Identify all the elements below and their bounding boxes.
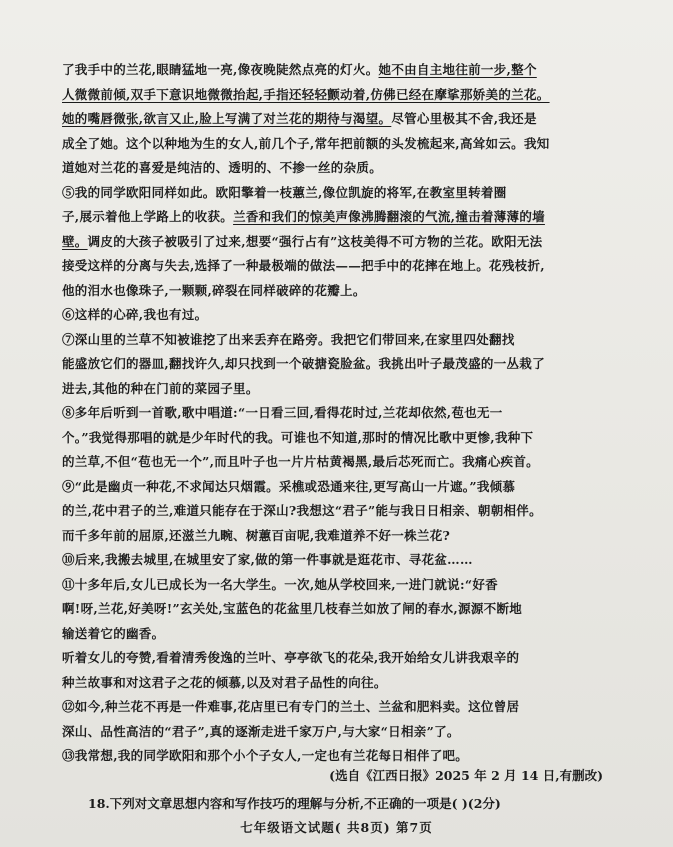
question-18: 18.下列对文章思想内容和写作技巧的理解与分析,不正确的一项是( )(2分): [88, 796, 501, 811]
text-line: [62, 209, 610, 225]
text-line: [62, 307, 610, 323]
text-line: [62, 258, 610, 274]
article-source: (选自《江西日报》2025 年 2 月 14 日,有删改): [329, 768, 603, 783]
text-segment: 的兰草,不但“苞也无一个”,而且叶子也一片片枯黄褐黑,最后芯死而亡。我痛心疾首。: [62, 454, 539, 469]
text-line: [62, 405, 610, 421]
underlined-passage: 她的嘴唇微张,欲言又止,脸上写满了对兰花的期待与渴望。: [62, 111, 392, 126]
text-segment: ⑨“此是幽贞一种花,不求闻达只烟霞。采樵或恐通来往,更写高山一片遮。”我倾慕: [62, 478, 516, 494]
text-line: [62, 160, 610, 176]
text-line: [62, 552, 610, 568]
text-segment: ⑤我的同学欧阳同样如此。欧阳擎着一枝蕙兰,像位凯旋的将军,在教室里转着圈: [62, 184, 507, 200]
text-segment: 了我手中的兰花,眼睛猛地一亮,像夜晚陡然点亮的灯火。: [62, 62, 379, 77]
text-line: [62, 601, 610, 617]
text-segment: 个。”我觉得那唱的就是少年时代的我。可谁也不知道,那时的情况比歌中更惨,我种下: [62, 429, 534, 445]
text-line: [62, 699, 610, 715]
text-line: [62, 185, 610, 201]
text-segment: ⑦深山里的兰草不知被谁挖了出来丢弃在路旁。我把它们带回来,在家里四处翻找: [62, 331, 515, 347]
text-line: [62, 528, 610, 544]
text-line: [62, 87, 610, 103]
text-line: [62, 136, 610, 152]
text-segment: 子,展示着他上学路上的收获。: [62, 209, 234, 224]
text-line: [62, 111, 610, 127]
text-segment: 听着女儿的夸赞,看着清秀俊逸的兰叶、亭亭欲飞的花朵,我开始给女儿讲我艰辛的: [62, 650, 520, 665]
text-line: [62, 479, 610, 495]
text-segment: 调皮的大孩子被吸引了过来,想要“强行占有”这枝美得不可方物的兰花。欧阳无法: [87, 233, 543, 249]
text-segment: 而千多年前的屈原,还滋兰九畹、树蕙百亩呢,我难道养不好一株兰花?: [62, 527, 451, 543]
text-line: [62, 748, 610, 764]
text-line: [62, 283, 610, 299]
underlined-passage: 兰香和我们的惊美声像沸腾翻滚的气流,撞击着薄薄的墙: [233, 209, 545, 224]
text-segment: 输送着它的幽香。: [62, 625, 165, 641]
text-segment: 接受这样的分离与失去,选择了一种最极端的做法——把手中的花摔在地上。花残枝折,: [62, 258, 545, 273]
text-line: [62, 332, 610, 348]
text-segment: 尽管心里极其不舍,我还是: [391, 111, 537, 126]
text-line: [62, 381, 610, 397]
text-line: [62, 356, 610, 372]
text-segment: 能盛放它们的器皿,翻找许久,却只找到一个破搪瓷脸盆。我挑出叶子最茂盛的一丛栽了: [62, 356, 545, 371]
underlined-passage: 她不由自主地往前一步,整个: [378, 62, 537, 77]
underlined-passage: 人微微前倾,双手下意识地微微抬起,手指还轻轻颤动着,仿佛已经在摩挲那娇美的兰花。: [62, 86, 550, 102]
text-segment: 的兰,花中君子的兰,难道只能存在于深山?我想这“君子”能与我日日相亲、朝朝相伴。: [62, 503, 542, 518]
text-segment: ⑥这样的心碎,我也有过。: [62, 307, 208, 322]
text-line: [62, 724, 610, 740]
text-segment: ⑬我常想,我的同学欧阳和那个小个子女人,一定也有兰花每日相伴了吧。: [62, 748, 469, 763]
text-line: [62, 454, 610, 470]
text-segment: 种兰故事和对这君子之花的倾慕,以及对君子品性的向往。: [62, 674, 387, 690]
text-line: [62, 503, 610, 519]
text-segment: 成全了她。这个以种地为生的女人,前几个子,常年把前额的头发梳起来,高耸如云。我知: [62, 135, 550, 151]
text-segment: 深山、品性高洁的“君子”,真的逐渐走进千家万户,与大家“日相亲”了。: [62, 723, 460, 739]
text-line: [62, 626, 610, 642]
text-line: [62, 577, 610, 593]
text-segment: ⑫如今,种兰花不再是一件难事,花店里已有专门的兰土、兰盆和肥料卖。这位曾居: [62, 699, 520, 714]
text-line: [62, 650, 610, 666]
text-line: [62, 430, 610, 446]
text-segment: ⑪十多年后,女儿已成长为一名大学生。一次,她从学校回来,一进门就说:“好香: [62, 576, 498, 592]
page-footer: 七年级语文试题( 共8页) 第7页: [240, 820, 433, 835]
text-segment: 道她对兰花的喜爱是纯洁的、透明的、不掺一丝的杂质。: [62, 160, 383, 175]
text-line: [62, 62, 610, 78]
text-segment: 啊!呀,兰花,好美呀!”玄关处,宝蓝色的花盆里几枝春兰如放了闸的春水,源源不断地: [62, 601, 523, 616]
underlined-passage: 壁。: [62, 233, 88, 249]
text-line: [62, 675, 610, 691]
text-segment: ⑩后来,我搬去城里,在城里安了家,做的第一件事就是逛花市、寻花盆……: [62, 552, 473, 567]
text-line: [62, 234, 610, 250]
text-segment: 进去,其他的种在门前的菜园子里。: [62, 380, 259, 396]
text-segment: 他的泪水也像珠子,一颗颗,碎裂在同样破碎的花瓣上。: [62, 282, 366, 298]
text-segment: ⑧多年后听到一首歌,歌中唱道:“一日看三回,看得花时过,兰花却依然,苞也无一: [62, 405, 503, 420]
